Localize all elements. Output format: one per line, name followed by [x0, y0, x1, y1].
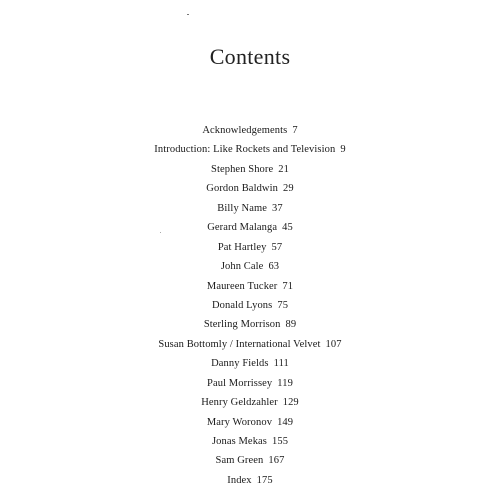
toc-entry	[0, 413, 500, 432]
toc-entry-page: 89	[285, 319, 297, 331]
toc-entry	[0, 199, 500, 218]
toc-entry-label: Maureen Tucker	[206, 280, 278, 292]
toc-entry-page: 29	[282, 183, 294, 195]
toc-entry-page: 149	[277, 416, 294, 428]
toc-entry-page: 75	[277, 299, 289, 311]
toc-entry-label: Acknowledgements	[202, 125, 288, 136]
toc-entry-label: Gerard Malanga	[207, 222, 278, 234]
print-speck	[187, 14, 189, 15]
toc-entry-page: 155	[272, 436, 289, 447]
toc-entry	[0, 238, 500, 257]
toc-entry	[0, 471, 500, 490]
toc-entry-page: 57	[271, 241, 283, 253]
toc-entry	[0, 393, 500, 412]
toc-entry-label: Donald Lyons	[211, 299, 273, 311]
toc-entry-label: Susan Bottomly / International Velvet	[158, 338, 321, 350]
toc-entry	[0, 374, 500, 393]
toc-entry-page: 167	[268, 455, 285, 467]
toc-entry-page: 7	[292, 125, 298, 136]
toc-entry	[0, 121, 500, 140]
toc-entry-page: 107	[325, 338, 342, 350]
toc-entry-label: Index	[227, 474, 252, 486]
toc-entry-page: 71	[282, 280, 294, 292]
table-of-contents	[0, 121, 500, 490]
toc-entry-page: 119	[277, 377, 293, 389]
toc-entry	[0, 277, 500, 296]
toc-entry-label: John Cale	[220, 261, 264, 273]
toc-entry	[0, 296, 500, 315]
toc-entry	[0, 218, 500, 237]
toc-entry-page: 45	[282, 222, 293, 234]
toc-entry-page: 21	[278, 163, 289, 175]
toc-entry-label: Sam Green	[215, 455, 264, 467]
page-title: Contents	[209, 44, 291, 69]
toc-entry-page: 9	[340, 144, 346, 156]
toc-entry-page: 175	[256, 474, 273, 486]
toc-entry-page: 111	[273, 358, 289, 370]
toc-entry	[0, 160, 500, 179]
toc-entry-label: Mary Woronov	[206, 416, 273, 428]
toc-entry-page: 37	[272, 202, 283, 214]
toc-entry	[0, 432, 500, 451]
toc-entry-label: Stephen Shore	[211, 163, 274, 175]
toc-entry-label: Paul Morrissey	[207, 377, 273, 389]
toc-entry-label: Henry Geldzahler	[201, 397, 278, 409]
toc-entry-label: Jonas Mekas	[211, 436, 267, 447]
toc-entry-label: Introduction: Like Rockets and Television	[154, 144, 336, 156]
toc-entry	[0, 451, 500, 470]
toc-entry-label: Pat Hartley	[217, 241, 267, 253]
toc-entry-label: Sterling Morrison	[203, 319, 281, 331]
toc-entry-page: 129	[282, 397, 299, 409]
toc-entry-label: Billy Name	[217, 202, 267, 214]
toc-entry	[0, 140, 500, 159]
toc-entry	[0, 354, 500, 373]
toc-entry	[0, 315, 500, 334]
toc-entry	[0, 179, 500, 198]
toc-entry	[0, 335, 500, 354]
toc-entry	[0, 257, 500, 276]
toc-entry-label: Gordon Baldwin	[206, 183, 278, 195]
toc-entry-page: 63	[268, 261, 280, 273]
toc-entry-label: Danny Fields	[211, 358, 269, 370]
